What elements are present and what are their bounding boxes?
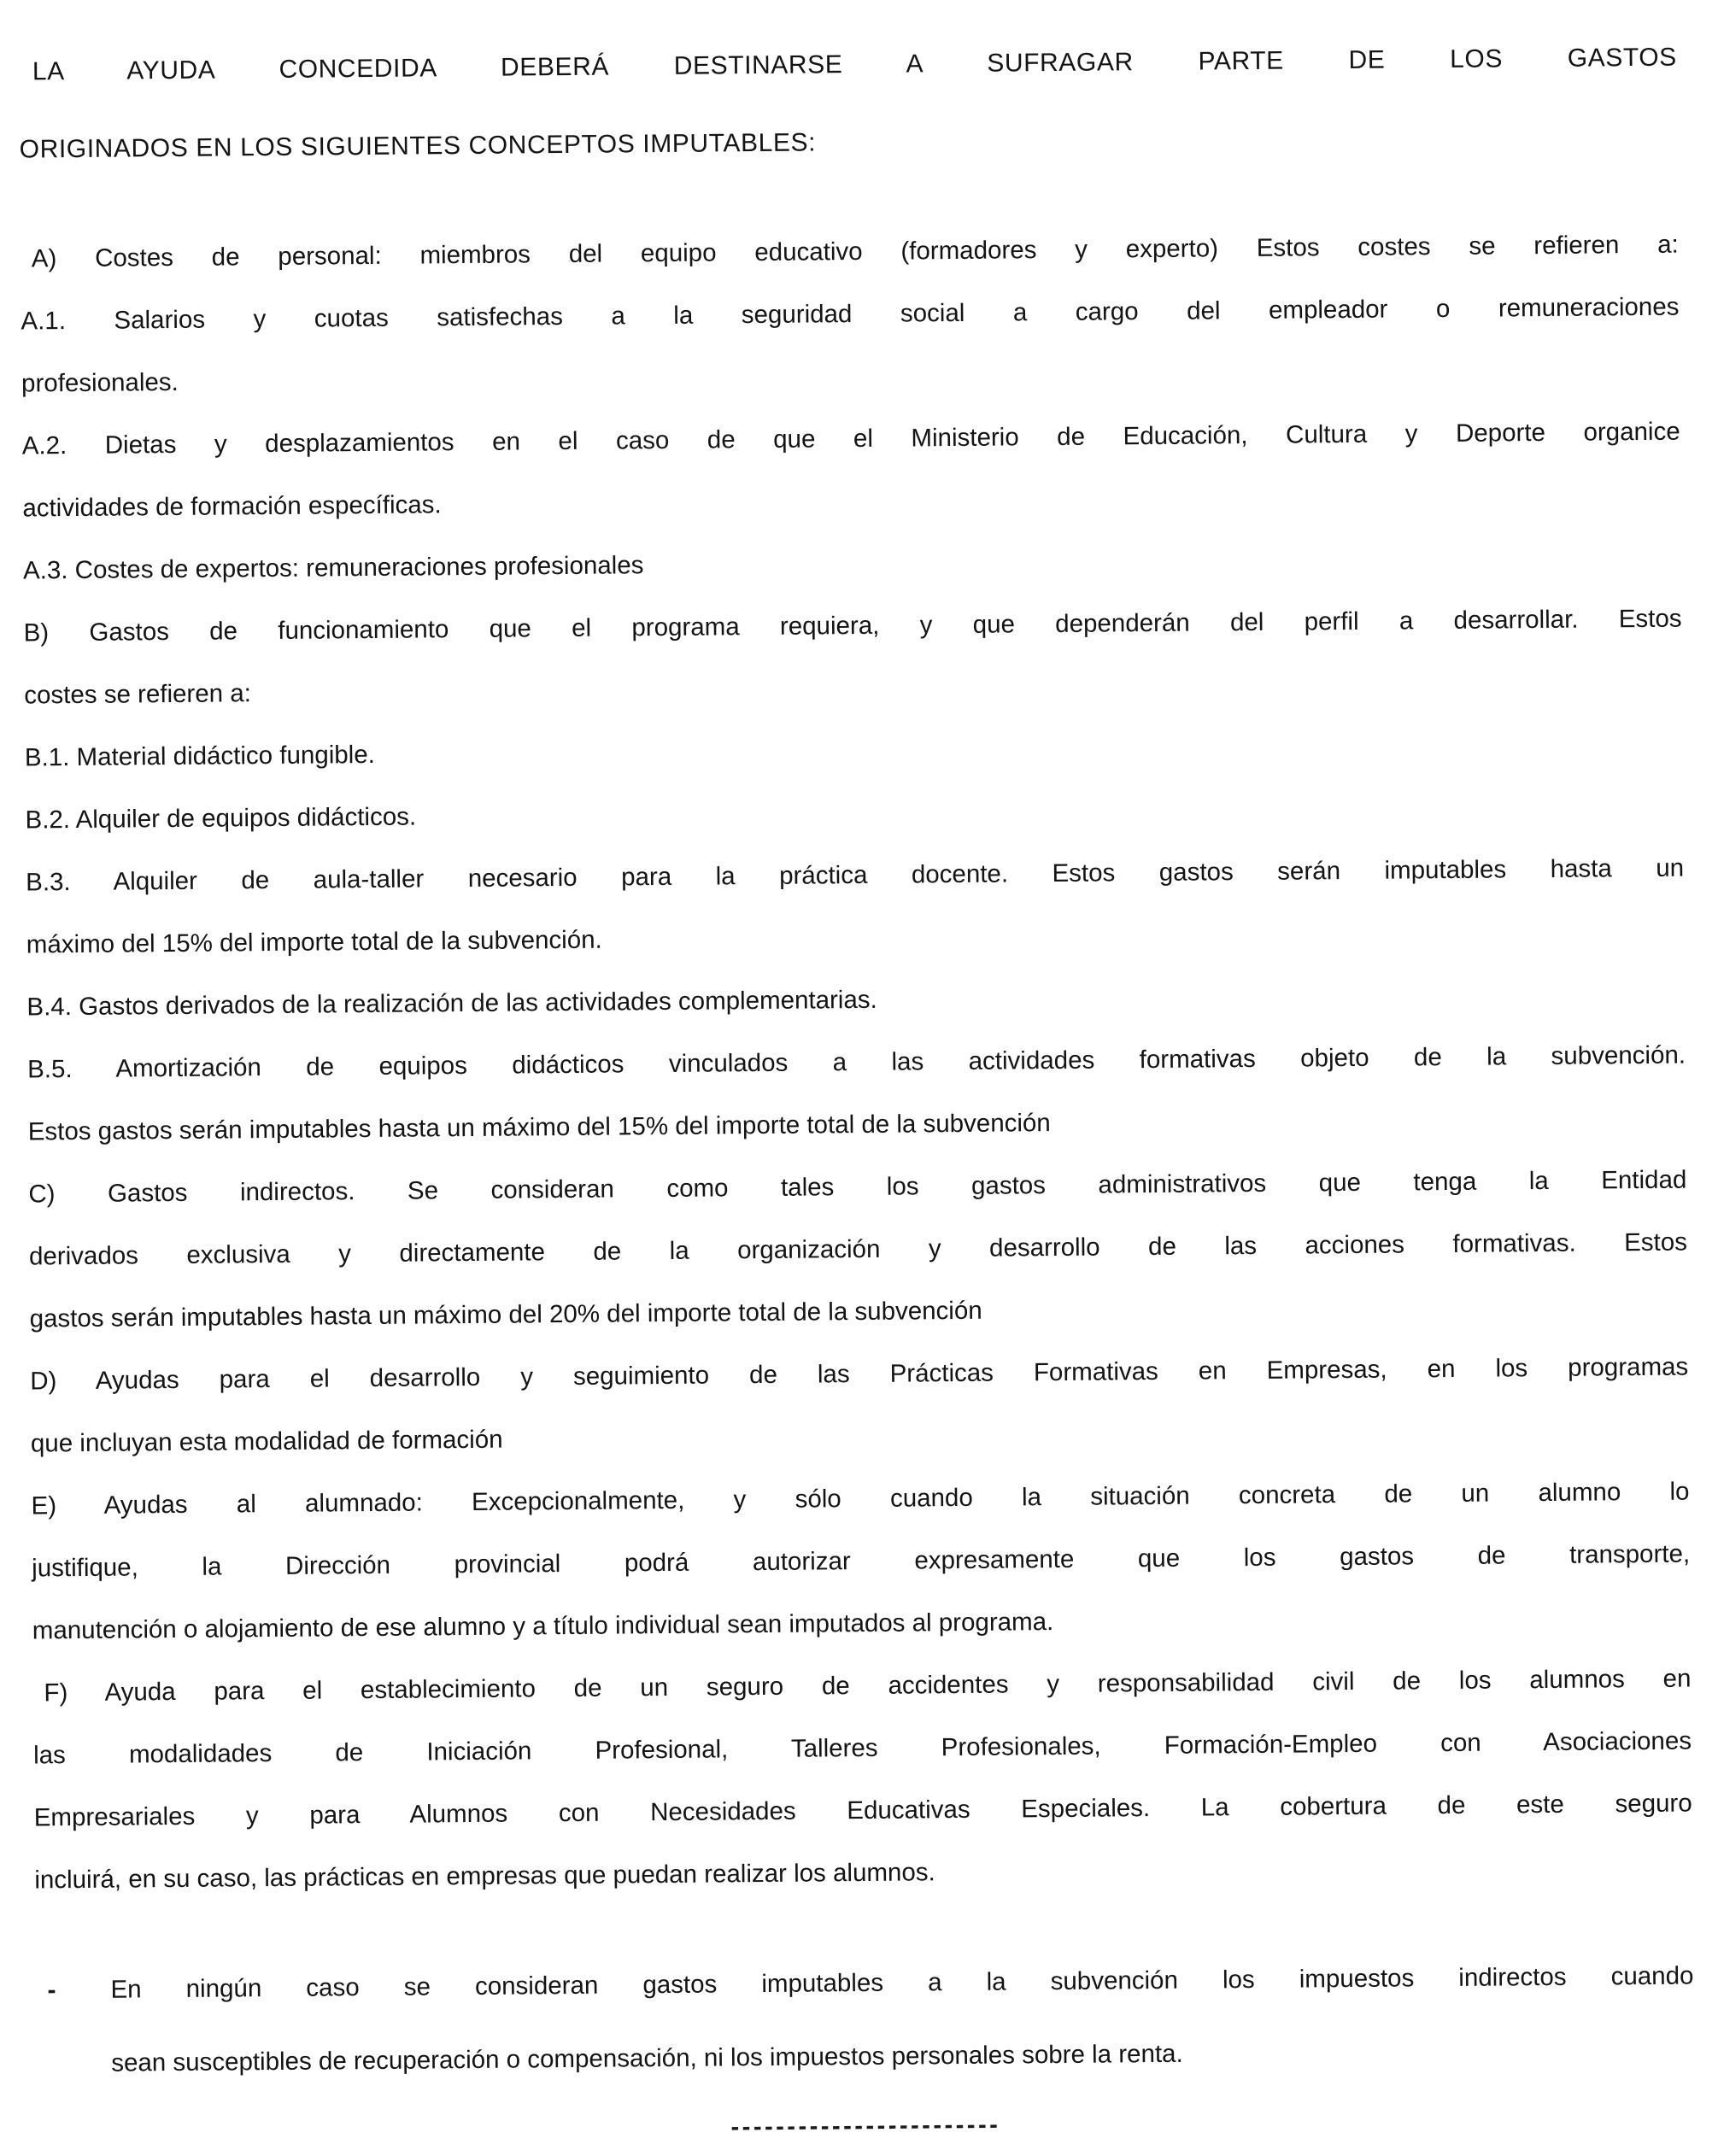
text-line: que incluyan esta modalidad de formación	[30, 1425, 503, 1458]
text-line: B.1. Material didáctico fungible.	[24, 740, 376, 772]
text-line: derivados exclusiva y directamente de la organización y desarrollo de las acciones formativas. Estos	[28, 1227, 1688, 1271]
text-line: las modalidades de Iniciación Profesional, Talleres Profesionales, Formación-Empleo con Asociaciones	[32, 1726, 1692, 1770]
text-line: Empresariales y para Alumnos con Necesidades Educativas Especiales. La cobertura de este seguro	[33, 1789, 1692, 1832]
text-line: C) Gastos indirectos. Se consideran como tales los gastos administrativos que tenga la Entidad	[28, 1165, 1687, 1209]
text-line: incluirá, en su caso, las prácticas en empresas que puedan realizar los alumnos.	[34, 1858, 935, 1895]
body-lines	[21, 214, 1693, 1912]
text-line: B.4. Gastos derivados de la realización de las actividades complementarias.	[26, 985, 877, 1022]
note-line-2: sean susceptibles de recuperación o compensación, ni los impuestos personales sobre la renta.	[111, 2039, 1183, 2077]
text-line: B.3. Alquiler de aula-taller necesario para la práctica docente. Estos gastos serán imputables hasta un	[26, 853, 1685, 897]
text-line: E) Ayudas al alumnado: Excepcionalmente, y sólo cuando la situación concreta de un alumno lo	[31, 1477, 1690, 1520]
text-line: A) Costes de personal: miembros del equipo educativo (formadores y experto) Estos costes se refieren a:	[31, 230, 1679, 273]
text-line: A.1. Salarios y cuotas satisfechas a la seguridad social a cargo del empleador o remuneraciones	[21, 292, 1680, 336]
note-dash-marker: -	[47, 1976, 56, 2005]
end-divider: ------------------------	[730, 2111, 1001, 2141]
text-line: máximo del 15% del importe total de la subvención.	[26, 925, 602, 959]
heading-line-2: ORIGINADOS EN LOS SIGUIENTES CONCEPTOS IMPUTABLES:	[19, 128, 817, 164]
text-line: D) Ayudas para el desarrollo y seguimiento de las Prácticas Formativas en Empresas, en los programas	[30, 1352, 1689, 1396]
text-line: A.3. Costes de expertos: remuneraciones profesionales	[22, 551, 644, 585]
text-line: manutención o alojamiento de ese alumno y a título individual sean imputados al programa.	[32, 1608, 1054, 1645]
text-line: actividades de formación específicas.	[22, 490, 442, 523]
text-line: F) Ayuda para el establecimiento de un seguro de accidentes y responsabilidad civil de los alumnos en	[44, 1664, 1692, 1708]
text-line: costes se refieren a:	[24, 679, 252, 710]
text-line: B.2. Alquiler de equipos didácticos.	[25, 802, 417, 835]
text-line: gastos serán imputables hasta un máximo del 20% del importe total de la subvención	[29, 1296, 982, 1333]
text-line: profesionales.	[21, 367, 179, 398]
text-line: B.5. Amortización de equipos didácticos vinculados a las actividades formativas objeto de la subvención.	[26, 1040, 1686, 1084]
heading-line-1: LA AYUDA CONCEDIDA DEBERÁ DESTINARSE A SUFRAGAR PARTE DE LOS GASTOS	[32, 43, 1677, 86]
text-line: Estos gastos serán imputables hasta un máximo del 15% del importe total de la subvención	[27, 1109, 1051, 1146]
note-line-1: En ningún caso se consideran gastos imputables a la subvención los impuestos indirectos cuando	[110, 1961, 1694, 2004]
text-line: A.2. Dietas y desplazamientos en el caso de que el Ministerio de Educación, Cultura y Deporte organice	[21, 417, 1680, 460]
text-line: B) Gastos de funcionamiento que el programa requiera, y que dependerán del perfil a desarrollar. Estos	[23, 604, 1682, 647]
text-line: justifique, la Dirección provincial podrá autorizar expresamente que los gastos de transporte,	[32, 1539, 1691, 1583]
note	[35, 1940, 1694, 2101]
